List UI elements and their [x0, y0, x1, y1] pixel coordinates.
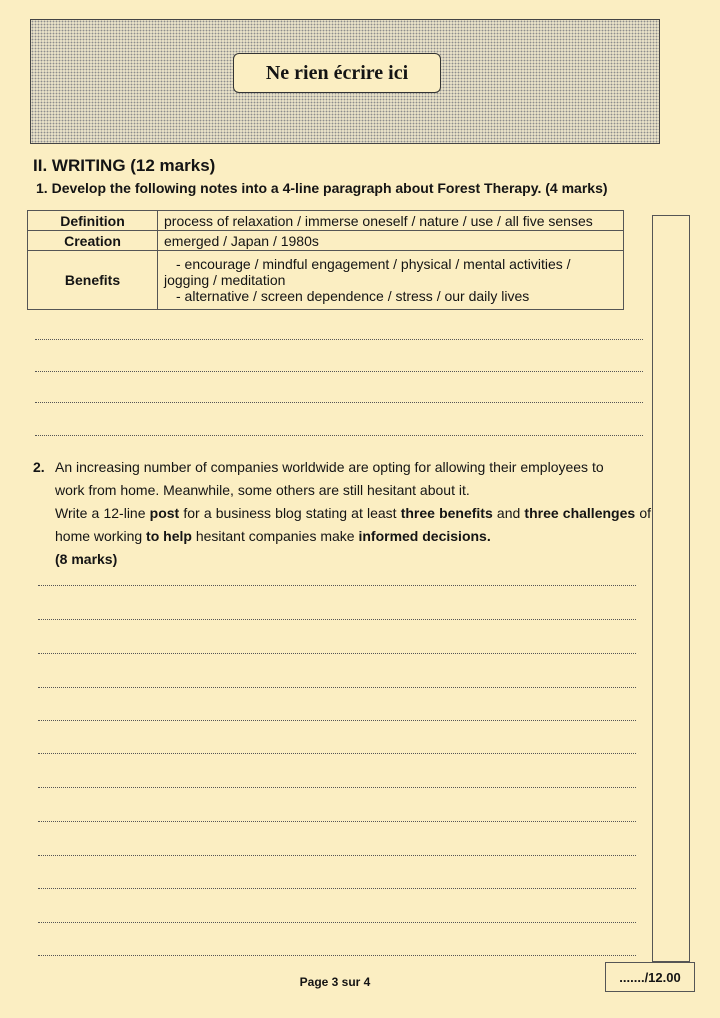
margin-score-column	[652, 215, 690, 962]
answer-line-q1[interactable]	[35, 371, 643, 372]
answer-line-q1[interactable]	[35, 402, 643, 403]
question-1-number: 1.	[36, 180, 48, 196]
answer-line-q2[interactable]	[38, 753, 636, 754]
question-2-instruction	[55, 502, 651, 548]
definition-label: Definition	[28, 211, 158, 231]
answer-line-q2[interactable]	[38, 821, 636, 822]
benefits-value	[158, 251, 624, 310]
answer-line-q2[interactable]	[38, 955, 636, 956]
answer-line-q2[interactable]	[38, 787, 636, 788]
section-title: II. WRITING (12 marks)	[33, 156, 216, 175]
benefits-label: Benefits	[28, 251, 158, 310]
notes-table	[27, 210, 624, 310]
table-row	[28, 231, 624, 251]
table-row	[28, 211, 624, 231]
answer-line-q2[interactable]	[38, 922, 636, 923]
answer-line-q2[interactable]	[38, 888, 636, 889]
table-row	[28, 251, 624, 310]
question-2-marks: (8 marks)	[55, 551, 118, 567]
reserved-area-notice: Ne rien écrire ici	[233, 53, 441, 93]
creation-label: Creation	[28, 231, 158, 251]
question-1-prompt	[36, 180, 608, 196]
answer-line-q2[interactable]	[38, 687, 636, 688]
answer-line-q1[interactable]	[35, 339, 643, 340]
instruction-text: Write a 12-line	[55, 505, 150, 521]
page-number: Page 3 sur 4	[299, 975, 371, 989]
answer-line-q2[interactable]	[38, 720, 636, 721]
question-2-line-1: An increasing number of companies worldwide are opting for allowing their employees to	[55, 459, 604, 475]
instruction-text: for a business blog stating at least	[179, 505, 401, 521]
instruction-keyword: to help	[146, 528, 192, 544]
instruction-text: of home working	[55, 505, 651, 544]
question-2-number: 2.	[33, 459, 45, 475]
definition-value: process of relaxation / immerse oneself / nature / use / all five senses	[158, 211, 624, 231]
instruction-text: and	[492, 505, 525, 521]
instruction-text: hesitant companies make	[191, 528, 359, 544]
answer-line-q2[interactable]	[38, 855, 636, 856]
instruction-keyword: three challenges	[524, 505, 636, 521]
answer-line-q2[interactable]	[38, 653, 636, 654]
benefits-line-3: - alternative / screen dependence / stress / our daily lives	[176, 288, 530, 304]
instruction-keyword: informed decisions.	[358, 528, 491, 544]
answer-line-q1[interactable]	[35, 435, 643, 436]
creation-value: emerged / Japan / 1980s	[158, 231, 624, 251]
benefits-line-1: - encourage / mindful engagement / physical / mental activities /	[176, 256, 571, 272]
question-1-text: Develop the following notes into a 4-line paragraph about Forest Therapy. (4 marks)	[51, 180, 608, 196]
benefits-line-2: jogging / meditation	[164, 272, 286, 288]
question-2	[33, 456, 651, 571]
instruction-keyword: post	[149, 505, 180, 521]
question-2-line-2: work from home. Meanwhile, some others are still hesitant about it.	[55, 482, 470, 498]
instruction-keyword: three benefits	[400, 505, 493, 521]
score-box: ......./12.00	[605, 962, 695, 992]
answer-line-q2[interactable]	[38, 585, 636, 586]
answer-line-q2[interactable]	[38, 619, 636, 620]
